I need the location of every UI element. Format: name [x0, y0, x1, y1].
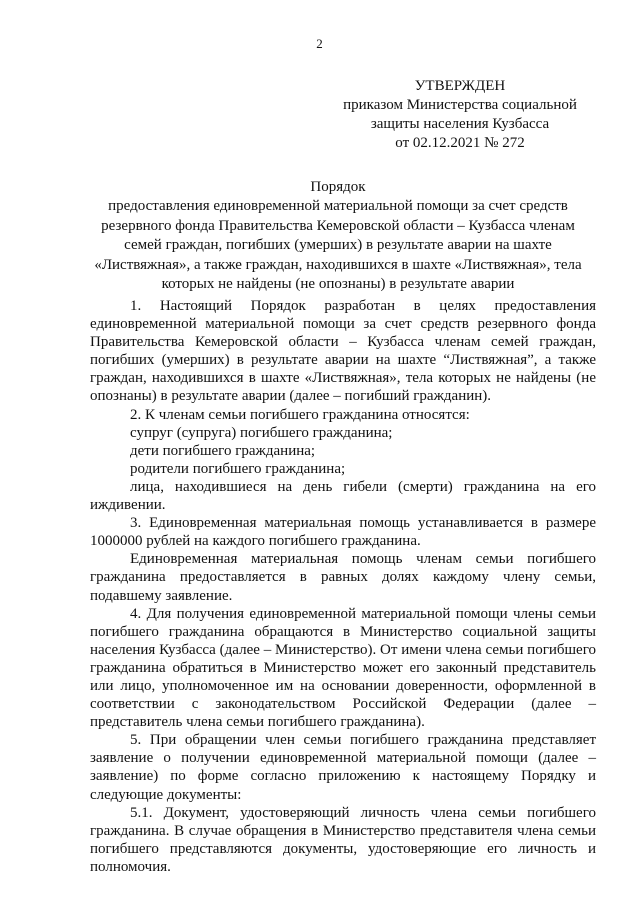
paragraph-5: 5. При обращении член семьи погибшего гражданина представляет заявление о получении единовременной материальной помощи (далее – заявление) по форме согласно приложению к настоящему Порядку и следующие документы:	[90, 732, 596, 803]
paragraph-3: 3. Единовременная материальная помощь устанавливается в размере 1000000 рублей на каждого погибшего гражданина.	[90, 515, 596, 550]
title-heading: Порядок	[310, 179, 366, 195]
document-title	[78, 178, 598, 294]
paragraph-1: 1. Настоящий Порядок разработан в целях предоставления единовременной материальной помощи за счет средств резервного фонда Правительства Кемеровской области – Кузбасса членам семей граждан, погибших (умерших) в результате аварии на шахте “Листвяжная”, а также граждан, находившихся в шахте «Листвяжная», тела которых не найдены (не опознаны) в результате аварии (далее – погибший гражданин).	[90, 298, 596, 405]
title-line: «Листвяжная», а также граждан, находившихся в шахте «Листвяжная», тела	[94, 256, 582, 273]
list-item-dependents: лица, находившиеся на день гибели (смерти) гражданина на его иждивении.	[90, 478, 596, 514]
list-item-parents: родители погибшего гражданина;	[130, 460, 346, 477]
paragraph-3-note: Единовременная материальная помощь членам семьи погибшего гражданина предоставляется в равных долях каждому члену семьи, подавшему заявление.	[90, 551, 596, 604]
approval-date: от 02.12.2021 № 272	[395, 135, 525, 151]
title-line: которых не найдены (не опознаны) в результате аварии	[161, 276, 515, 293]
paragraph-2: 2. К членам семьи погибшего гражданина относятся:	[130, 406, 470, 423]
document-body	[90, 297, 596, 876]
title-line: предоставления единовременной материальной помощи за счет средств	[108, 198, 568, 215]
paragraph-4: 4. Для получения единовременной материальной помощи члены семьи погибшего гражданина обращаются в Министерство социальной защиты населения Кузбасса (далее – Министерство). От имени члена семьи погибшего гражданина обратиться в Министерство может его законный представитель или лицо, уполномоченное им на основании доверенности, оформленной в соответствии с законодательством Российской Федерации (далее – представитель члена семьи погибшего гражданина).	[90, 605, 596, 731]
title-line: резервного фонда Правительства Кемеровской области – Кузбасса членам	[101, 217, 575, 234]
title-line: семей граждан, погибших (умерших) в результате аварии на шахте	[124, 237, 552, 254]
paragraph-5-1: 5.1. Документ, удостоверяющий личность члена семьи погибшего гражданина. В случае обращения в Министерство представителя члена семьи погибшего представляются документы, удостоверяющие его личность и полномочия.	[90, 804, 596, 875]
list-item-children: дети погибшего гражданина;	[130, 442, 316, 459]
approval-heading: УТВЕРЖДЕН	[414, 78, 506, 94]
page-number: 2	[316, 36, 323, 51]
approval-line: приказом Министерства социальной	[343, 97, 577, 113]
list-item-spouse: супруг (супруга) погибшего гражданина;	[130, 424, 393, 441]
approval-stamp	[330, 77, 590, 153]
approval-line: защиты населения Кузбасса	[370, 116, 550, 132]
